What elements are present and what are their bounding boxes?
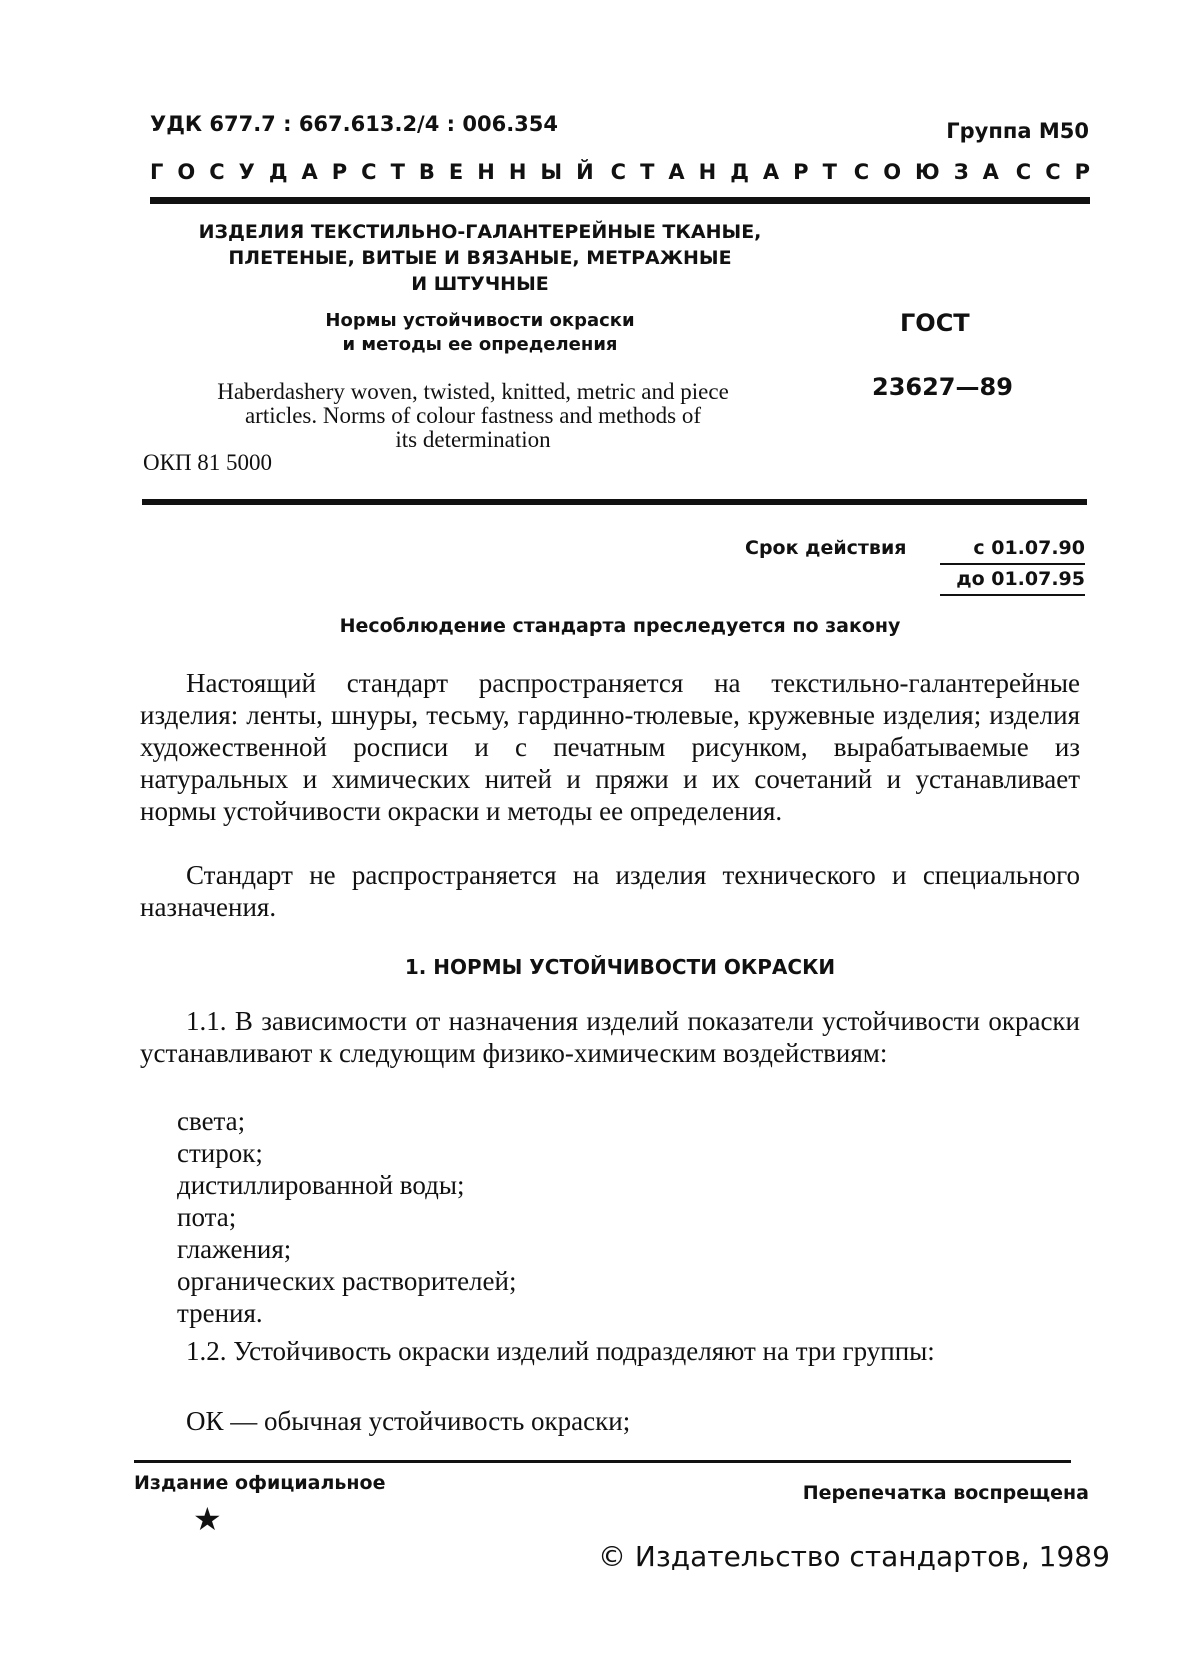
section-heading: 1. НОРМЫ УСТОЙЧИВОСТИ ОКРАСКИ (404, 955, 836, 979)
footer-rule (134, 1460, 1071, 1463)
title-line: И ШТУЧНЫЕ (411, 273, 549, 295)
group-code: Группа М50 (946, 119, 1089, 143)
list-item: дистиллированной воды; (177, 1170, 465, 1200)
list-item: света; (177, 1106, 246, 1136)
clause-1-2: 1.2. Устойчивость окраски изделий подразделяют на три группы: (186, 1336, 935, 1366)
validity-label: Срок действия (745, 537, 907, 559)
validity-underline (940, 594, 1085, 596)
state-standard-word: ССР (1015, 160, 1104, 184)
english-title-line: Haberdashery woven, twisted, knitted, metric and piece (217, 379, 729, 404)
state-standard-heading (150, 160, 1104, 184)
english-title-line: articles. Norms of colour fastness and methods of (244, 403, 702, 428)
subtitle-line: Нормы устойчивости окраски (325, 310, 635, 331)
subtitle-line: и методы ее определения (342, 334, 618, 355)
okp-code: ОКП 81 5000 (143, 450, 273, 475)
validity-from: с 01.07.90 (973, 537, 1085, 559)
english-title (158, 380, 788, 452)
document-title (150, 219, 810, 297)
list-item: стирок; (177, 1138, 263, 1168)
ok-group-line: ОК — обычная устойчивость окраски; (186, 1406, 631, 1436)
influence-list (177, 1105, 516, 1329)
star-icon: ★ (193, 1500, 222, 1538)
gost-number: 23627—89 (872, 373, 1013, 401)
udk-code: УДК 677.7 : 667.613.2/4 : 006.354 (150, 112, 559, 136)
list-item: органических растворителей; (177, 1266, 517, 1296)
title-line: ИЗДЕЛИЯ ТЕКСТИЛЬНО-ГАЛАНТЕРЕЙНЫЕ ТКАНЫЕ, (198, 221, 762, 243)
list-item: глажения; (177, 1234, 292, 1264)
scope-exclusion-paragraph: Стандарт не распространяется на изделия технического и специального назначения. (140, 860, 1080, 922)
reprint-prohibited: Перепечатка воспрещена (802, 1482, 1089, 1504)
copyright: © Издательство стандартов, 1989 (598, 1540, 1110, 1573)
validity-underline (940, 563, 1085, 565)
english-title-line: its determination (395, 427, 551, 452)
header-rule (150, 197, 1090, 204)
clause-1-1: 1.1. В зависимости от назначения изделий показатели устойчивости окраски устанавливают к следующим физико-химическим воздействиям: (140, 1006, 1080, 1068)
law-notice: Несоблюдение стандарта преследуется по закону (339, 615, 901, 637)
list-item: пота; (177, 1202, 237, 1232)
state-standard-word: СОЮЗА (853, 160, 1013, 184)
state-standard-word: СТАНДАРТ (610, 160, 851, 184)
official-edition: Издание официальное (134, 1472, 386, 1494)
state-standard-word: ГОСУДАРСТВЕННЫЙ (150, 160, 608, 184)
gost-label: ГОСТ (900, 309, 970, 337)
validity-to: до 01.07.95 (956, 568, 1085, 590)
intro-paragraph: Настоящий стандарт распространяется на текстильно-галантерейные изделия: ленты, шнуры, тесьму, гардинно-тюлевые, кружевные изделия; изделия художественной росписи и с печатным рисунком, вырабатываемые из натуральных и химических нитей и пряжи и их сочетаний и устанавливает нормы устойчивости окраски и методы ее определения. (140, 668, 1080, 826)
title-rule (142, 499, 1087, 505)
document-subtitle (270, 309, 690, 357)
list-item: трения. (177, 1298, 263, 1328)
title-line: ПЛЕТЕНЫЕ, ВИТЫЕ И ВЯЗАНЫЕ, МЕТРАЖНЫЕ (228, 247, 732, 269)
